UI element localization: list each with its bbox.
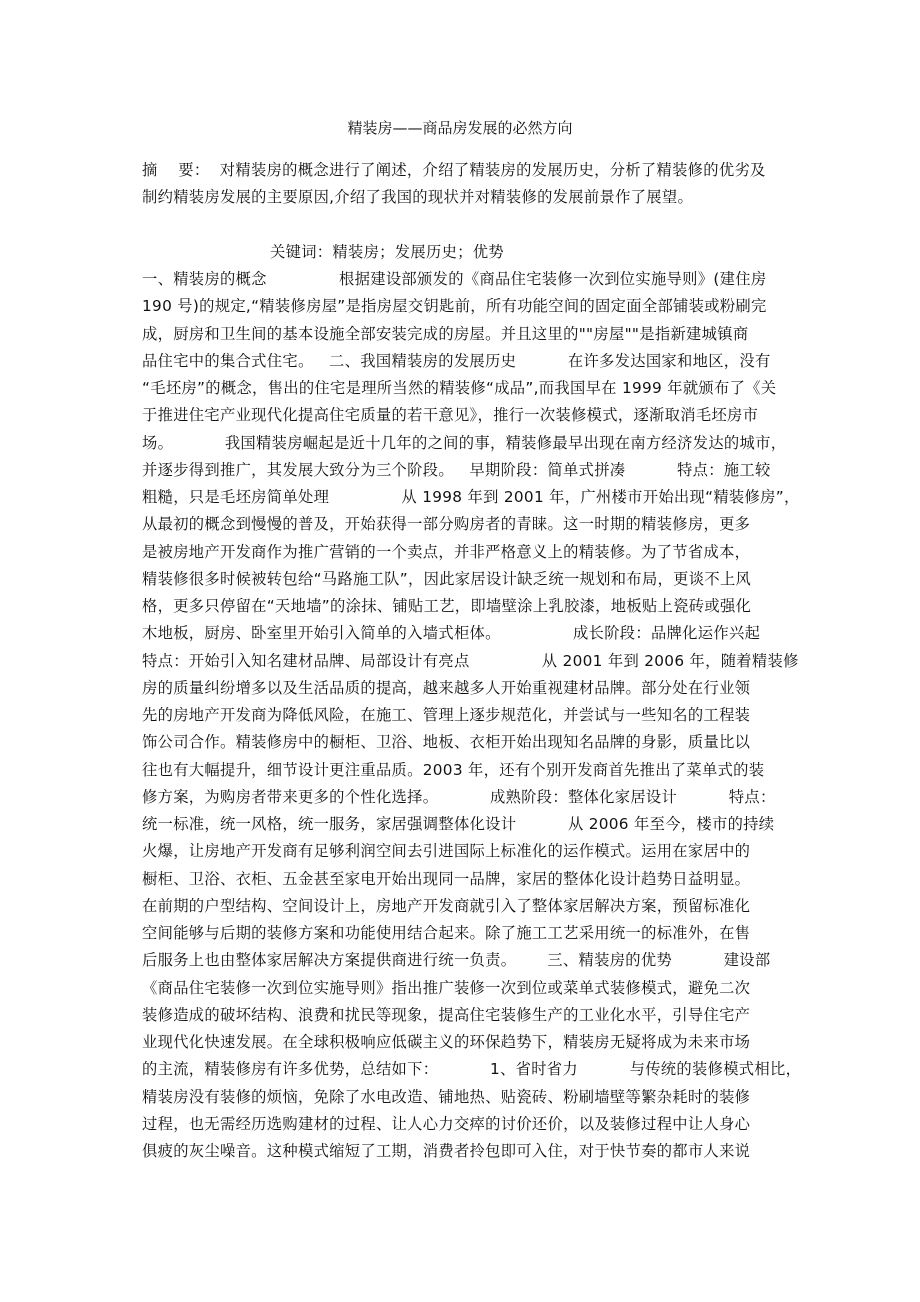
body-line: 成，厨房和卫生间的基本设施全部安装完成的房屋。并且这里的""房屋""是指新建城镇商 (142, 324, 749, 343)
body-line: 粗糙，只是毛坯房简单处理 从 1998 年到 2001 年，广州楼市开始出现“精装修房”， (142, 488, 800, 506)
abstract-line: 摘 要： 对精装房的概念进行了阐述，介绍了精装房的发展历史，分析了精装修的优劣及 (142, 161, 766, 179)
body-line: 火爆，让房地产开发商有足够利润空间去引进国际上标准化的运作模式。运用在家居中的 (142, 842, 751, 861)
body-line: 《商品住宅装修一次到位实施导则》指出推广装修一次到位或菜单式装修模式，避免二次 (142, 978, 751, 997)
body-line: 格，更多只停留在“天地墙”的涂抹、铺贴工艺，即墙壁涂上乳胶漆，地板贴上瓷砖或强化 (142, 597, 752, 615)
body-line: 过程，也无需经历选购建材的过程、让人心力交瘁的讨价还价，以及装修过程中让人身心 (142, 1114, 751, 1133)
body-line: 后服务上也由整体家居解决方案提供商进行统一负责。 三、精装房的优势 建设部 (142, 951, 771, 970)
body-line: 先的房地产开发商为降低风险，在施工、管理上逐步规范化，并尝试与一些知名的工程装 (142, 706, 751, 724)
body-line: 往也有大幅提升，细节设计更注重品质。2003 年，还有个别开发商首先推出了菜单式的装 (142, 760, 765, 779)
body-line: 场。 我国精装房崛起是近十几年的之间的事，精装修最早出现在南方经济发达的城市， (142, 433, 787, 452)
body-line: 橱柜、卫浴、衣柜、五金甚至家电开始出现同一品牌，家居的整体化设计趋势日益明显。 (142, 869, 751, 888)
body-line: 饰公司合作。精装修房中的橱柜、卫浴、地板、衣柜开始出现知名品牌的身影，质量比以 (142, 733, 751, 752)
body-line: 房的质量纠纷增多以及生活品质的提高，越来越多人开始重视建材品牌。部分处在行业领 (142, 678, 751, 697)
body-line: 精装房没有装修的烦恼，免除了水电改造、铺地热、贴瓷砖、粉刷墙壁等繁杂耗时的装修 (142, 1087, 751, 1106)
body-line: 统一标准，统一风格，统一服务，家居强调整体化设计 从 2006 年至今，楼市的持续 (142, 815, 775, 833)
body-line: 一、精装房的概念 根据建设部颁发的《商品住宅装修一次到位实施导则》(建住房 (142, 270, 767, 288)
body-line: 装修造成的破坏结构、浪费和扰民等现象，提高住宅装修生产的工业化水平，引导住宅产 (142, 1005, 751, 1024)
body-line: 俱疲的灰尘噪音。这种模式缩短了工期，消费者拎包即可入住，对于快节奏的都市人来说 (142, 1142, 751, 1160)
body-line: 修方案，为购房者带来更多的个性化选择。 成熟阶段：整体化家居设计 特点： (142, 787, 776, 806)
body-line: 从最初的概念到慢慢的普及，开始获得一部分购房者的青睐。这一时期的精装修房，更多 (142, 515, 751, 534)
body-line: 精装修很多时候被转包给“马路施工队”，因此家居设计缺乏统一规划和布局，更谈不上风 (142, 569, 752, 588)
body-line: 于推进住宅产业现代化提高住宅质量的若干意见》，推行一次装修模式，逐渐取消毛坯房市 (142, 406, 759, 425)
body-line: 是被房地产开发商作为推广营销的一个卖点，并非严格意义上的精装修。为了节省成本， (142, 542, 751, 561)
body-line: 特点：开始引入知名建材品牌、局部设计有亮点 从 2001 年到 2006 年，随着精装修 (142, 651, 799, 670)
document-title: 精装房——商品房发展的必然方向 (347, 119, 573, 137)
body-line: “毛坯房”的概念，售出的住宅是理所当然的精装修“成品”,而我国早在 1999 年就颁布了《关 (142, 379, 777, 397)
keywords: 关键词：精装房；发展历史；优势 (270, 243, 504, 261)
abstract-line: 制约精装房发展的主要原因,介绍了我国的现状并对精装修的发展前景作了展望。 (142, 188, 694, 206)
body-line: 190 号)的规定,“精装修房屋”是指房屋交钥匙前，所有功能空间的固定面全部铺装或粉刷完 (142, 297, 767, 316)
body-line: 木地板，厨房、卧室里开始引入简单的入墙式柜体。 成长阶段：品牌化运作兴起 (142, 624, 761, 643)
body-line: 的主流，精装修房有许多优势，总结如下： 1、省时省力 与传统的装修模式相比， (142, 1060, 802, 1079)
body-line: 业现代化快速发展。在全球积极响应低碳主义的环保趋势下，精装房无疑将成为未来市场 (142, 1033, 751, 1051)
body-line: 品住宅中的集合式住宅。 二、我国精装房的发展历史 在许多发达国家和地区，没有 (142, 351, 771, 370)
body-line: 并逐步得到推广，其发展大致分为三个阶段。 早期阶段：简单式拼凑 特点：施工较 (142, 460, 771, 479)
body-line: 在前期的户型结构、空间设计上，房地产开发商就引入了整体家居解决方案，预留标准化 (142, 896, 751, 915)
body-line: 空间能够与后期的装修方案和功能使用结合起来。除了施工工艺采用统一的标准外，在售 (142, 924, 751, 942)
